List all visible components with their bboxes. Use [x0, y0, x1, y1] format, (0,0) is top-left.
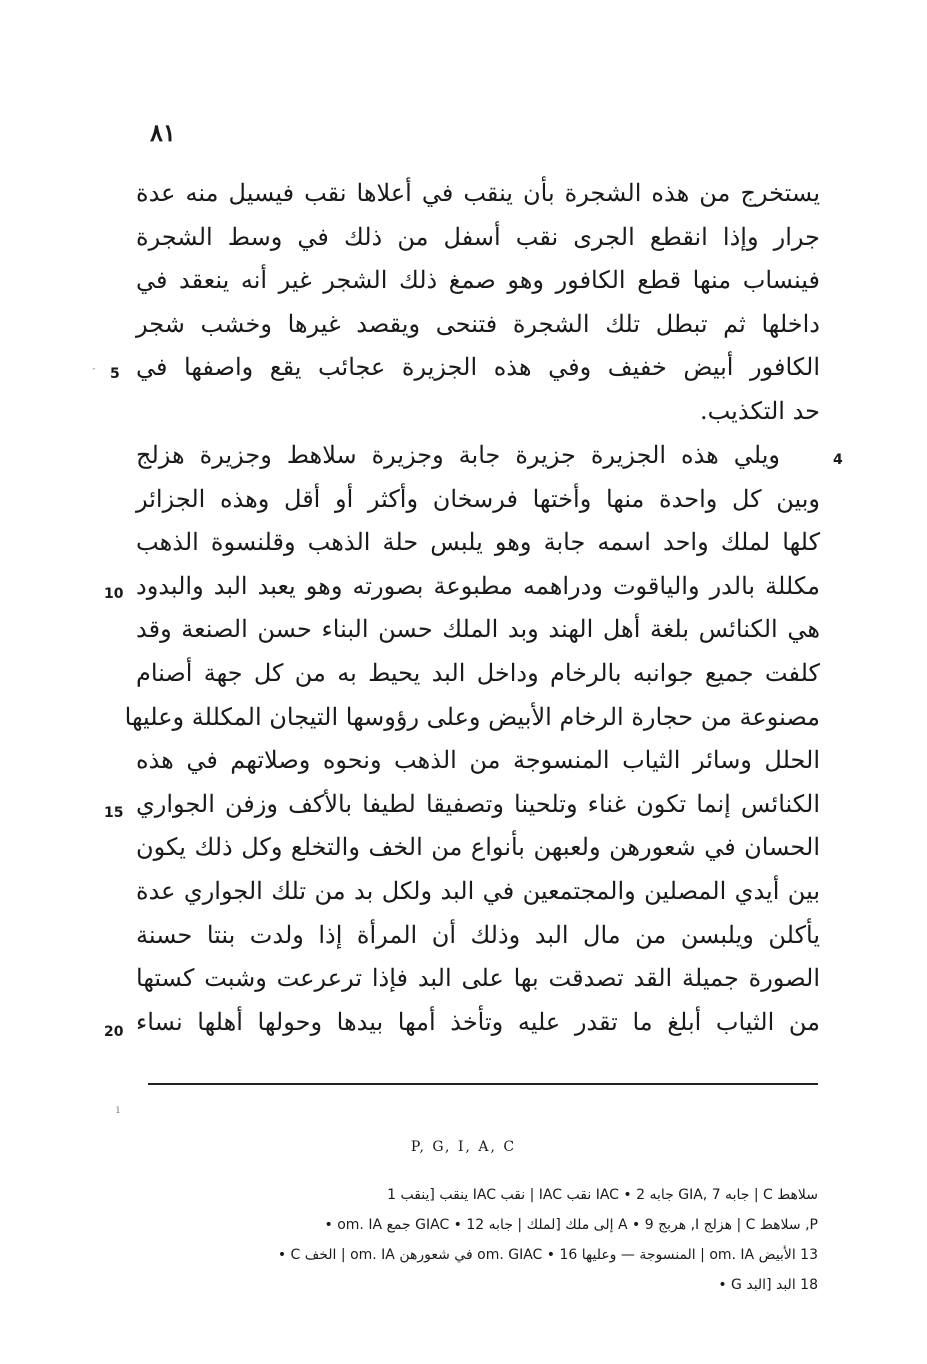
- apparatus-line: 18 البد [البد G •: [718, 1277, 818, 1293]
- paragraph-2: [124, 434, 820, 1044]
- text-line: يأكلن ويلبسن من مال البد وذلك أن المرأة إذا ولدت بنتا حسنة: [136, 920, 820, 949]
- text-line: جرار وإذا انقطع الجرى نقب أسفل من ذلك في وسط الشجرة: [136, 222, 820, 251]
- text-line: يستخرج من هذه الشجرة بأن ينقب في أعلاها نقب فيسيل منه عدة: [136, 179, 820, 207]
- text-line: كلفت جميع جوانبه بالرخام وداخل البد يحيط به من كل جهة أصنام: [136, 658, 820, 687]
- margin-number-5: 5: [110, 366, 120, 382]
- text-line: الحلل وسائر الثياب المنسوجة من الذهب ونحوه وصلاتهم في هذه: [136, 746, 820, 775]
- margin-mark: ı: [116, 1102, 120, 1116]
- critical-apparatus: [138, 1180, 818, 1300]
- margin-number-15: 15: [104, 805, 124, 821]
- margin-mark: ·: [92, 362, 96, 376]
- footnote-divider: [148, 1083, 818, 1085]
- text-line: وبين كل واحدة منها وأختها فرسخان وأكثر أو أقل وهذه الجزائر: [136, 484, 820, 513]
- text-line: من الثياب أبلغ ما تقدر عليه وتأخذ أمها بيدها وحولها أهلها نساء: [136, 1007, 820, 1036]
- margin-number-4: 4: [833, 452, 843, 468]
- margin-number-10: 10: [104, 586, 124, 602]
- apparatus-line: 13 الأبيض om. IA | المنسوجة — وعليها om. GIAC • 16 في شعورهن om. IA | الخف C •: [277, 1247, 818, 1263]
- text-line: الصورة جميلة القد تصدقت بها على البد فإذا ترعرعت وشبت كستها: [136, 964, 820, 993]
- text-line: مكللة بالدر والياقوت ودراهمه مطبوعة بصورته وهو يعبد البد والبدود: [136, 571, 820, 600]
- text-line: الكافور أبيض خفيف وفي هذه الجزيرة عجائب يقع واصفها في: [136, 353, 820, 382]
- text-line: حد التكذيب.: [699, 396, 820, 425]
- manuscript-sigla: P, G, I, A, C: [410, 1139, 517, 1155]
- text-line: كلها لملك واحد اسمه جابة وهو يلبس حلة الذهب وقلنسوة الذهب: [136, 528, 820, 557]
- paragraph-1: [136, 172, 820, 434]
- apparatus-line: P, سلاهط C | هزلج I, هربج A • 9 إلى ملك [لملك | جابه GIAC • 12 جمع om. IA •: [324, 1217, 818, 1233]
- text-line: ويلي هذه الجزيرة جزيرة جابة وجزيرة سلاهط وجزيرة هزلج: [136, 441, 780, 469]
- text-line: داخلها ثم تبطل تلك الشجرة فتنحى ويقصد غيرها وخشب شجر: [136, 309, 820, 338]
- text-line: الحسان في شعورهن ولعبهن بأنواع من الخف والتخلع وكل ذلك يكون: [136, 833, 820, 862]
- text-line: بين أيدي المصلين والمجتمعين في البد ولكل بد من تلك الجواري عدة: [136, 876, 820, 905]
- text-line: مصنوعة من حجارة الرخام الأبيض وعلى رؤوسها التيجان المكللة وعليها: [124, 702, 820, 731]
- page-number: ٨١: [150, 118, 176, 147]
- text-line: هي الكنائس بلغة أهل الهند وبد الملك حسن البناء حسن الصنعة وقد: [136, 615, 820, 644]
- text-line: فينساب منها قطع الكافور وهو صمغ ذلك الشجر غير أنه ينعقد في: [136, 266, 821, 295]
- margin-number-20: 20: [104, 1024, 124, 1040]
- text-line: الكنائس إنما تكون غناء وتلحينا وتصفيقا لطيفا بالأكف وزفن الجواري: [136, 789, 820, 818]
- apparatus-line: سلاهط C | جابه GIA, 7 جابه IAC • 2 نقب IAC | نقب IAC ينقب [ينقب 1: [387, 1187, 818, 1203]
